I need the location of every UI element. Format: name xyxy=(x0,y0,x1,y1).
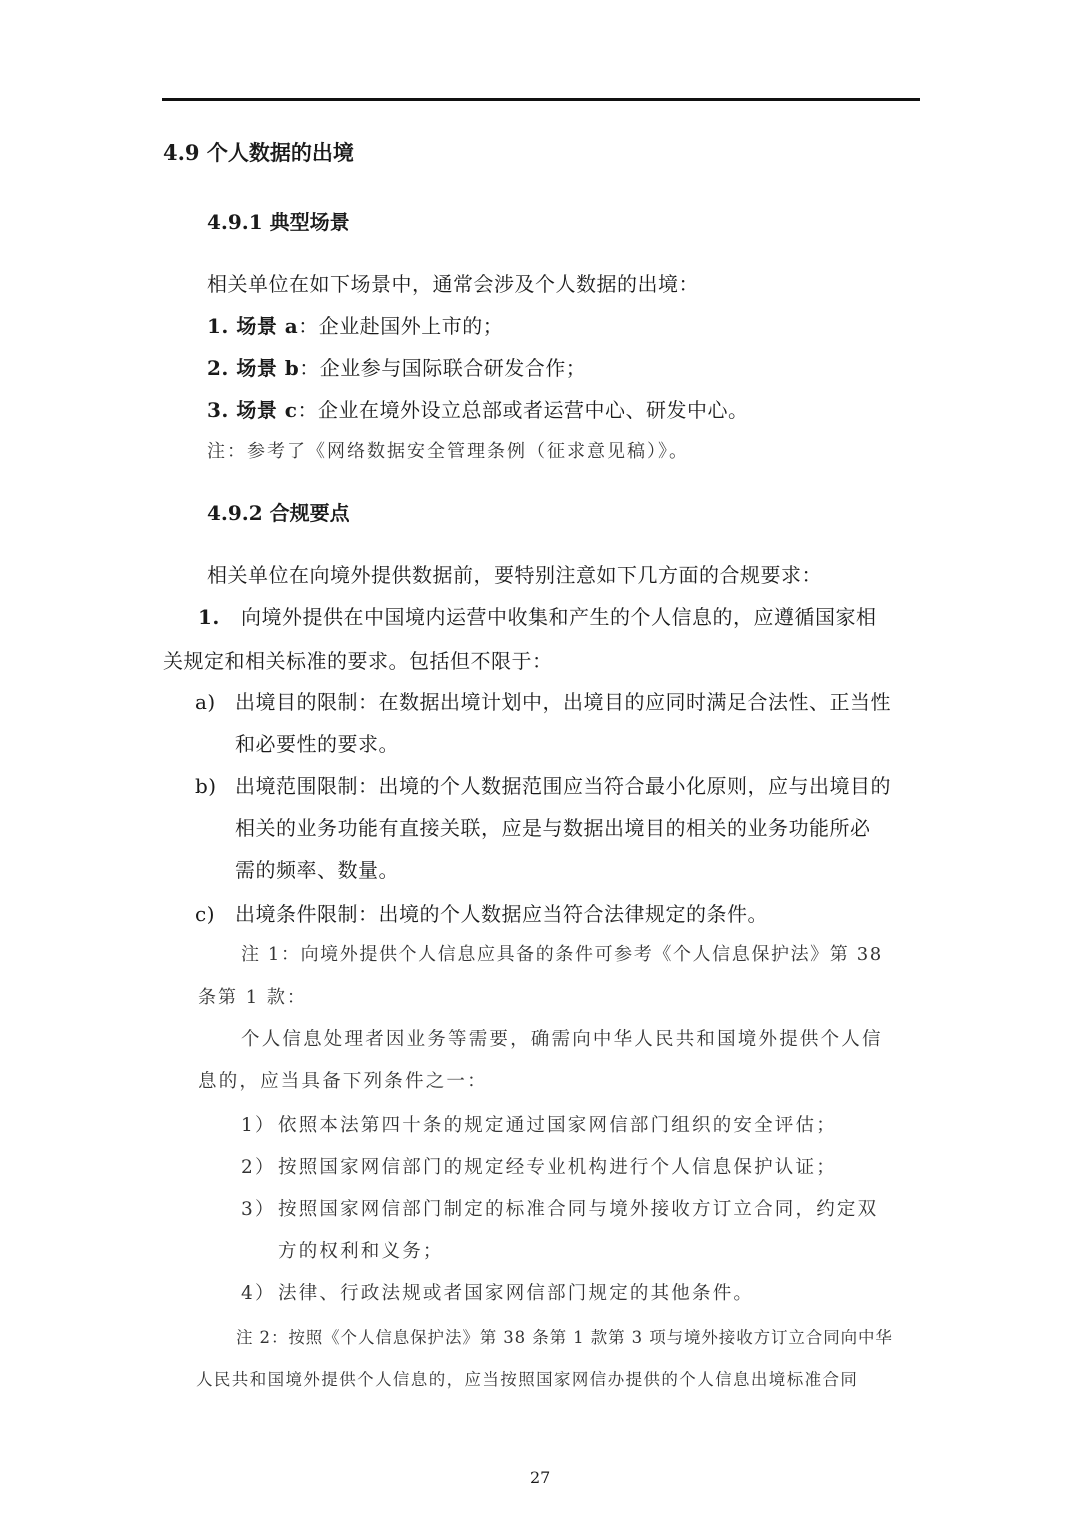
quote-item-text: 按照国家网信部门的规定经专业机构进行个人信息保护认证； xyxy=(278,1157,837,1178)
quote-line: 个人信息处理者因业务等需要，确需向中华人民共和国境外提供个人信 xyxy=(241,1029,883,1050)
list-text-line: 相关的业务功能有直接关联，应是与数据出境目的相关的业务功能所必 xyxy=(235,816,871,840)
note-2-line: 人民共和国境外提供个人信息的，应当按照国家网信办提供的个人信息出境标准合同 xyxy=(196,1370,859,1389)
subsection-title-typical-scenarios: 4.9.1 典型场景 xyxy=(207,210,350,234)
list-label: c) xyxy=(195,902,216,926)
quote-item-text: 法律、行政法规或者国家网信部门规定的其他条件。 xyxy=(278,1283,755,1304)
scenario-item xyxy=(207,316,503,336)
note-1-line: 条第 1 款： xyxy=(198,987,307,1008)
note-1-line: 注 1：向境外提供个人信息应具备的条件可参考《个人信息保护法》第 38 xyxy=(241,944,883,965)
scenario-item xyxy=(207,400,748,420)
quote-item-text: 按照国家网信部门制定的标准合同与境外接收方订立合同，约定双 xyxy=(278,1199,879,1220)
point-text-line: 关规定和相关标准的要求。包括但不限于： xyxy=(163,649,553,673)
list-label: b) xyxy=(195,774,217,798)
quote-item-label: 4） xyxy=(241,1283,276,1304)
list-text-line: 出境范围限制：出境的个人数据范围应当符合最小化原则，应与出境目的 xyxy=(235,774,891,798)
scenario-text: ：企业赴国外上市的； xyxy=(298,314,504,338)
list-text-line: 出境条件限制：出境的个人数据应当符合法律规定的条件。 xyxy=(235,902,768,926)
quote-item-text: 依照本法第四十条的规定通过国家网信部门组织的安全评估； xyxy=(278,1115,837,1136)
section-title: 4.9 个人数据的出境 xyxy=(163,140,354,165)
scenario-item xyxy=(207,358,586,378)
point-number: 1. xyxy=(198,605,220,629)
list-text-line: 出境目的限制：在数据出境计划中，出境目的应同时满足合法性、正当性 xyxy=(235,690,891,714)
scenario-label: 1. 场景 a xyxy=(207,314,299,338)
quote-item-label: 3） xyxy=(241,1199,276,1220)
header-rule xyxy=(162,98,920,101)
scenario-text: ：企业参与国际联合研发合作； xyxy=(299,356,587,380)
scenario-text: ：企业在境外设立总部或者运营中心、研发中心。 xyxy=(297,398,749,422)
point-text-line: 向境外提供在中国境内运营中收集和产生的个人信息的，应遵循国家相 xyxy=(241,605,877,629)
list-text-line: 和必要性的要求。 xyxy=(235,732,399,756)
subsection-title-compliance-points: 4.9.2 合规要点 xyxy=(207,501,350,525)
quote-line: 息的，应当具备下列条件之一： xyxy=(198,1071,488,1092)
page-number: 27 xyxy=(530,1468,551,1487)
scenarios-note: 注：参考了《网络数据安全管理条例（征求意见稿）》。 xyxy=(207,441,689,462)
scenario-label: 2. 场景 b xyxy=(207,356,300,380)
quote-item-text: 方的权利和义务； xyxy=(278,1241,444,1262)
note-2-line: 注 2：按照《个人信息保护法》第 38 条第 1 款第 3 项与境外接收方订立合同向中华 xyxy=(236,1328,893,1347)
quote-item-label: 2） xyxy=(241,1157,276,1178)
list-label: a) xyxy=(195,690,216,714)
list-text-line: 需的频率、数量。 xyxy=(235,858,399,882)
scenario-label: 3. 场景 c xyxy=(207,398,298,422)
quote-item-label: 1） xyxy=(241,1115,276,1136)
scenarios-intro: 相关单位在如下场景中，通常会涉及个人数据的出境： xyxy=(207,272,699,296)
compliance-intro: 相关单位在向境外提供数据前，要特别注意如下几方面的合规要求： xyxy=(207,563,822,587)
